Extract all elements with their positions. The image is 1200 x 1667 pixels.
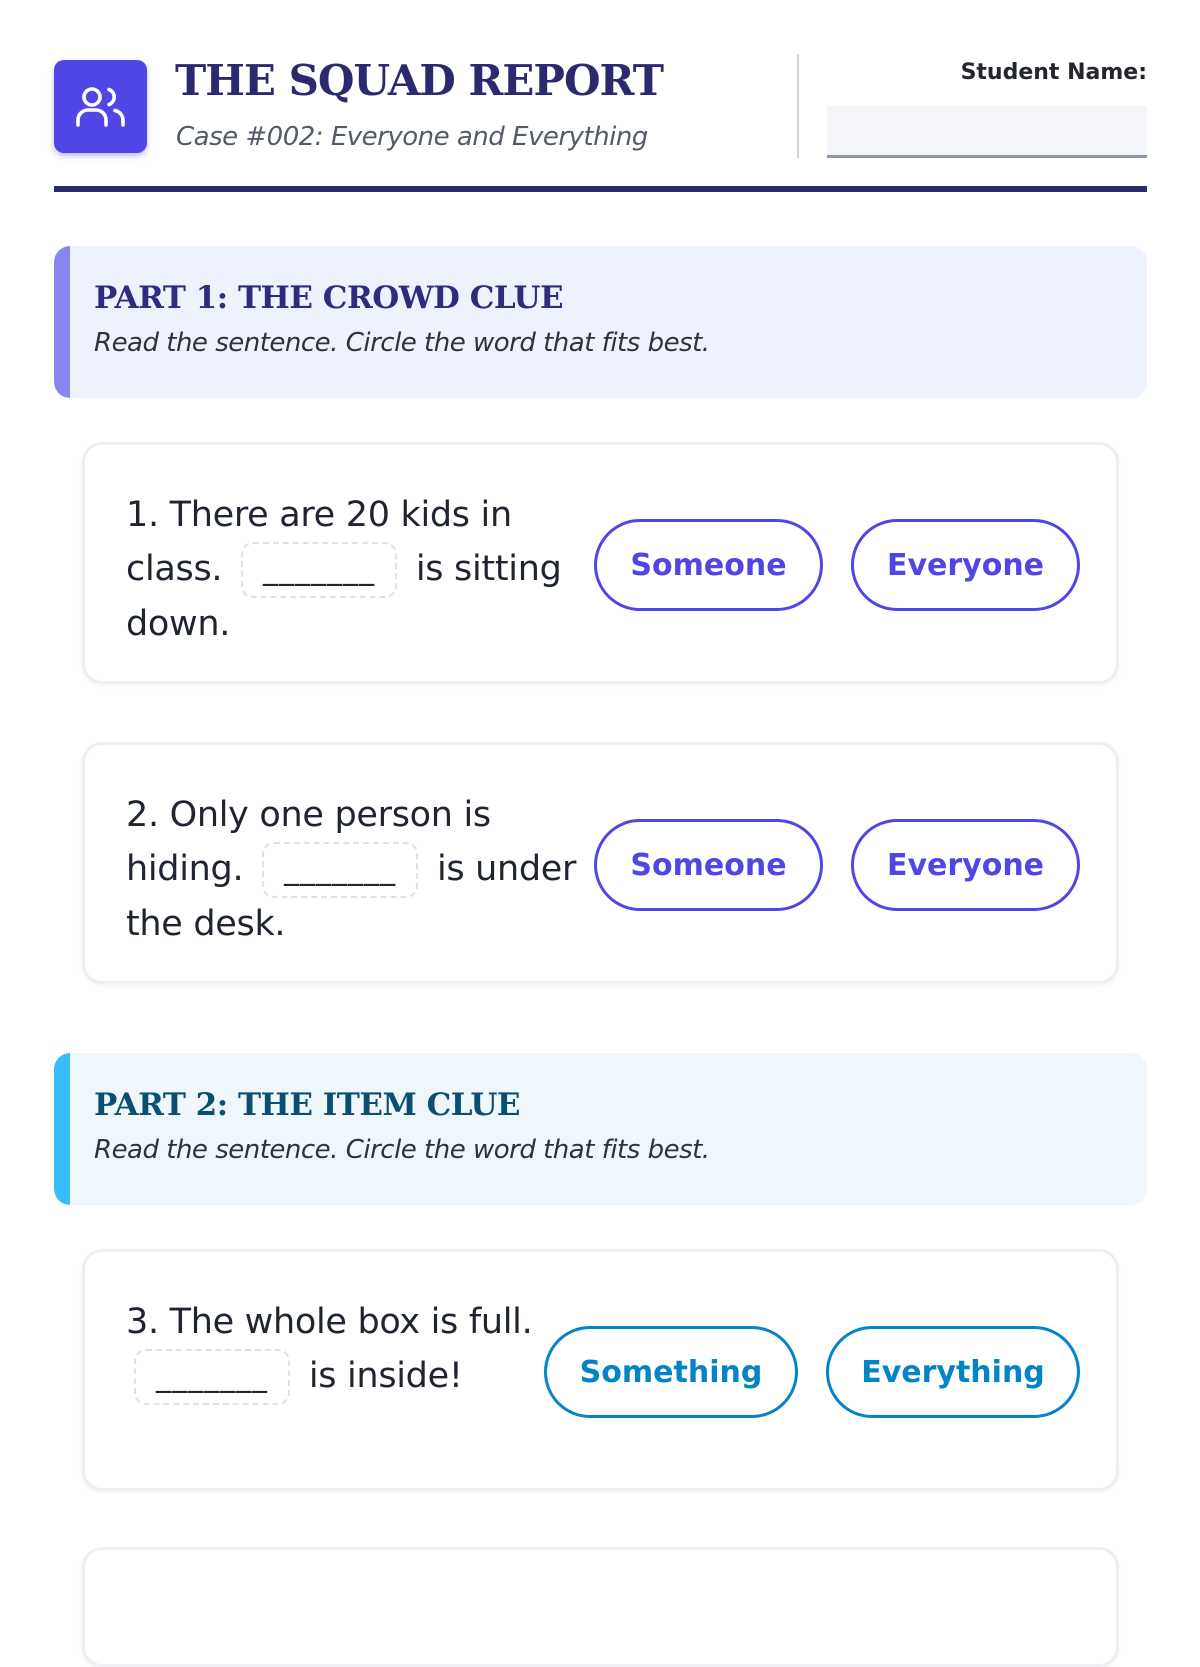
student-name-field[interactable] <box>827 106 1147 158</box>
header-rule <box>54 186 1147 192</box>
option-something-button[interactable]: Something <box>544 1326 798 1418</box>
option-everyone-button[interactable]: Everyone <box>851 819 1080 911</box>
question-prefix: 1. There are 20 kids in class. <box>126 495 512 589</box>
question-card-1 <box>82 442 1119 684</box>
page-title: THE SQUAD REPORT <box>175 56 663 105</box>
question-card-3 <box>82 1249 1119 1491</box>
users-icon <box>54 60 147 153</box>
option-someone-button[interactable]: Someone <box>594 819 823 911</box>
page-subtitle: Case #002: Everyone and Everything <box>176 122 648 152</box>
student-name-label: Student Name: <box>960 60 1147 85</box>
option-everyone-button[interactable]: Everyone <box>851 519 1080 611</box>
option-everything-button[interactable]: Everything <box>826 1326 1080 1418</box>
question-suffix: is sitting down. <box>126 549 562 644</box>
answer-blank[interactable]: _______ <box>241 542 397 598</box>
part-2-instruction: Read the sentence. Circle the word that fits best. <box>94 1135 710 1165</box>
question-text <box>126 789 601 951</box>
part-1-title: PART 1: THE CROWD CLUE <box>94 280 564 316</box>
question-prefix: 3. The whole box is full. <box>126 1302 533 1342</box>
question-text <box>126 489 601 651</box>
worksheet-header <box>54 52 1147 192</box>
question-suffix: is inside! <box>308 1356 463 1396</box>
header-divider <box>797 54 799 158</box>
option-someone-button[interactable]: Someone <box>594 519 823 611</box>
part-2-banner <box>54 1053 1147 1205</box>
question-card-2 <box>82 742 1119 984</box>
answer-blank[interactable]: _______ <box>262 842 418 898</box>
part-1-instruction: Read the sentence. Circle the word that fits best. <box>94 328 710 358</box>
part-2-title: PART 2: THE ITEM CLUE <box>94 1087 521 1123</box>
question-suffix: is under the desk. <box>126 849 577 944</box>
question-card-4 <box>82 1547 1119 1667</box>
answer-blank[interactable]: _______ <box>134 1349 290 1405</box>
question-text <box>126 1296 601 1405</box>
part-1-banner <box>54 246 1147 398</box>
question-prefix: 2. Only one person is hiding. <box>126 795 491 889</box>
